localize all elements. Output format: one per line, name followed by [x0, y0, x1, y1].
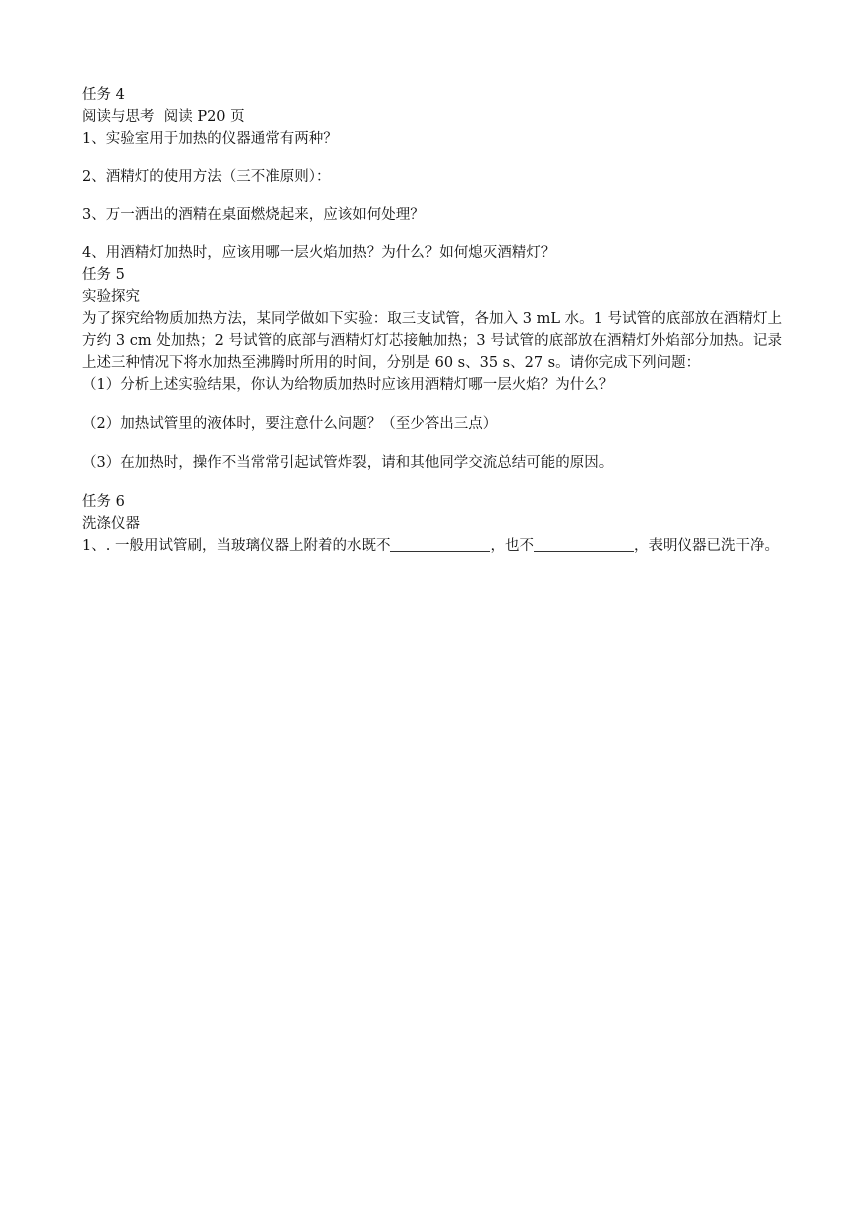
- worksheet-page: [82, 84, 782, 557]
- task5-question-3: （3）在加热时，操作不当常常引起试管炸裂，请和其他同学交流总结可能的原因。: [82, 455, 614, 471]
- task4-question-2: 2、酒精灯的使用方法（三不准原则）：: [82, 169, 331, 185]
- task5-heading: 任务 5: [82, 267, 125, 283]
- task4-question-3: 3、万一洒出的酒精在桌面燃烧起来，应该如何处理？: [82, 207, 425, 223]
- task5-question-1: （1）分析上述实验结果，你认为给物质加热时应该用酒精灯哪一层火焰？为什么？: [82, 377, 614, 393]
- task6-question-1: [82, 535, 782, 557]
- answer-blank-2[interactable]: [534, 537, 634, 552]
- task6-question-1-part1: 1、. 一般用试管刷，当玻璃仪器上附着的水既不: [82, 538, 391, 554]
- task5-question-2: （2）加热试管里的液体时，要注意什么问题？（至少答出三点）: [82, 416, 498, 432]
- task5-intro-paragraph: 为了探究给物质加热方法，某同学做如下实验：取三支试管，各加入 3 mL 水。1 号试管的底部放在酒精灯上方约 3 cm 处加热；2 号试管的底部与酒精灯灯芯接触加热；3 号试管的底部放在酒精灯外焰部分加热。记录上述三种情况下将水加热至沸腾时所用的时间，分别是 60 s、35 s、27 s。请你完成下列问题：: [82, 311, 782, 371]
- task4-question-1: 1、实验室用于加热的仪器通常有两种？: [82, 131, 338, 147]
- task6-question-1-part2: ，也不: [490, 538, 534, 554]
- task6-question-1-part3: ，表明仪器已洗干净。: [633, 538, 779, 554]
- task4-heading: 任务 4: [82, 87, 125, 103]
- task6-subheading: 洗涤仪器: [82, 516, 140, 532]
- task5-subheading: 实验探究: [82, 289, 140, 305]
- task6-heading: 任务 6: [82, 494, 125, 510]
- task4-question-4: 4、用酒精灯加热时，应该用哪一层火焰加热？为什么？如何熄灭酒精灯？: [82, 245, 556, 261]
- answer-blank-1[interactable]: [390, 537, 490, 552]
- task4-subheading: 阅读与思考 阅读 P20 页: [82, 109, 245, 125]
